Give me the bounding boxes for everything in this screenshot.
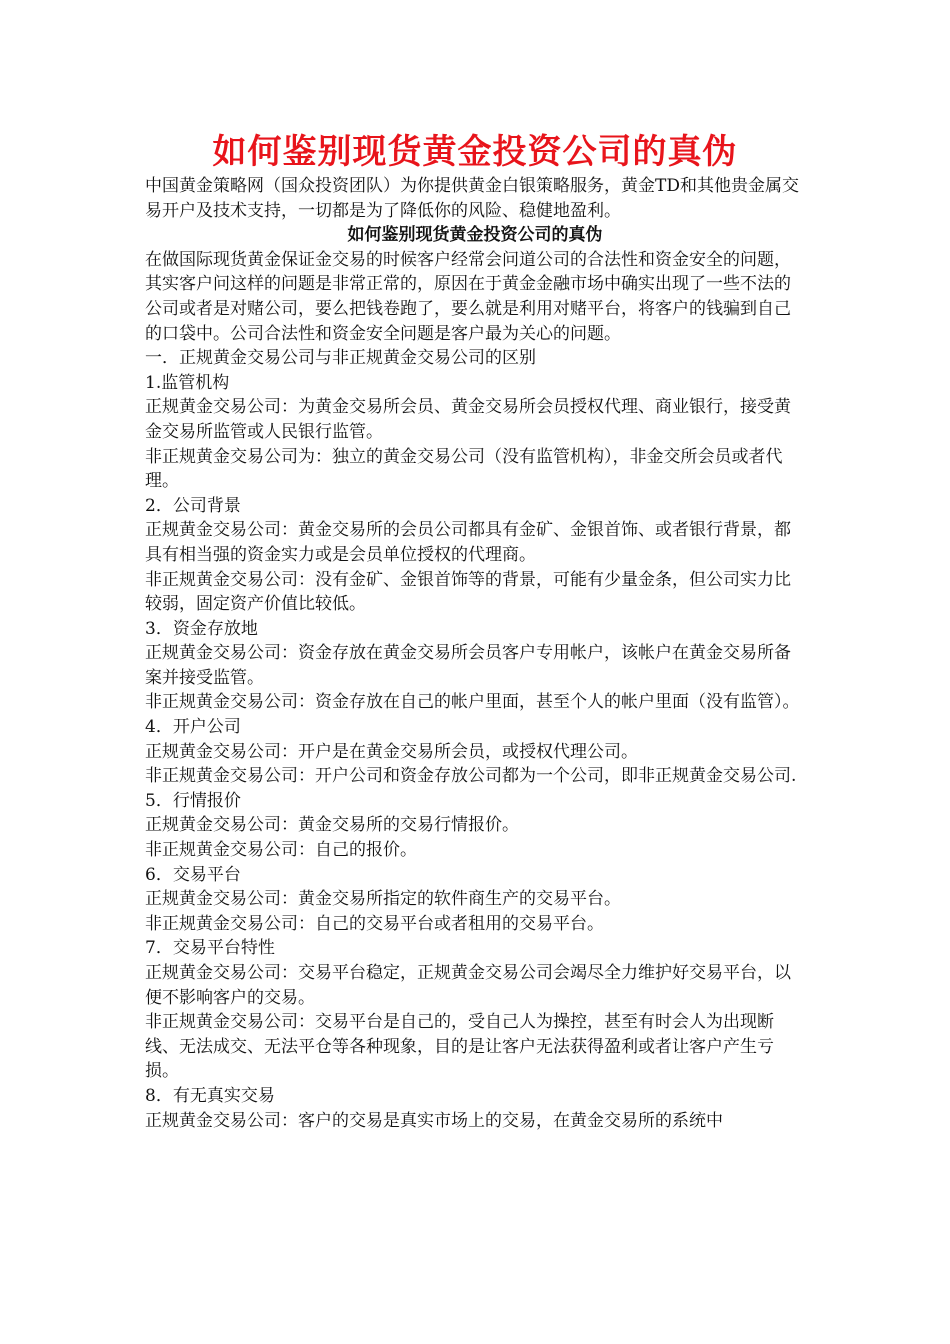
- item-heading: 1.监管机构: [145, 372, 230, 393]
- document-title: 如何鉴别现货黄金投资公司的真伪: [212, 132, 738, 172]
- item-heading: 4．开户公司: [145, 717, 241, 738]
- document-subtitle: 如何鉴别现货黄金投资公司的真伪: [347, 225, 603, 246]
- formal-paragraph: 正规黄金交易公司：资金存放在黄金交易所会员客户专用帐户，该帐户在黄金交易所备案并接受监管。: [145, 643, 791, 688]
- informal-paragraph: 非正规黄金交易公司：自己的报价。: [145, 840, 417, 861]
- formal-paragraph: 正规黄金交易公司：为黄金交易所会员、黄金交易所会员授权代理、商业银行，接受黄金交易所监管或人民银行监管。: [145, 397, 791, 442]
- item-heading: 2．公司背景: [145, 495, 241, 516]
- item-heading: 3．资金存放地: [145, 618, 258, 639]
- informal-paragraph: 非正规黄金交易公司：没有金矿、金银首饰等的背景，可能有少量金条，但公司实力比较弱，固定资产价值比较低。: [145, 569, 791, 615]
- informal-paragraph: 非正规黄金交易公司：开户公司和资金存放公司都为一个公司，即非正规黄金交易公司.: [145, 766, 797, 787]
- opening-paragraph: 在做国际现货黄金保证金交易的时候客户经常会问道公司的合法性和资金安全的问题，其实客户问这样的问题是非常正常的，原因在于黄金金融市场中确实出现了一些不法的公司或者是对赌公司，要么把钱卷跑了，要么就是利用对赌平台，将客户的钱骗到自己的口袋中。公司合法性和资金安全问题是客户最为关心的问题。: [145, 249, 791, 344]
- formal-paragraph: 正规黄金交易公司：交易平台稳定，正规黄金交易公司会竭尽全力维护好交易平台，以便不影响客户的交易。: [145, 963, 791, 1008]
- formal-paragraph: 正规黄金交易公司：黄金交易所指定的软件商生产的交易平台。: [145, 889, 621, 910]
- informal-paragraph: 非正规黄金交易公司：资金存放在自己的帐户里面，甚至个人的帐户里面（没有监管）。: [145, 692, 800, 713]
- document-body: [145, 174, 805, 1133]
- informal-paragraph: 非正规黄金交易公司为：独立的黄金交易公司（没有监管机构），非金交所会员或者代理。: [145, 446, 783, 492]
- intro-paragraph: 中国黄金策略网（国众投资团队）为你提供黄金白银策略服务，黄金TD和其他贵金属交易开户及技术支持，一切都是为了降低你的风险、稳健地盈利。: [145, 176, 799, 221]
- formal-paragraph: 正规黄金交易公司：客户的交易是真实市场上的交易，在黄金交易所的系统中: [145, 1110, 723, 1131]
- formal-paragraph: 正规黄金交易公司：黄金交易所的会员公司都具有金矿、金银首饰、或者银行背景，都具有相当强的资金实力或是会员单位授权的代理商。: [145, 520, 791, 565]
- item-heading: 5．行情报价: [145, 790, 241, 811]
- item-heading: 6．交易平台: [145, 864, 241, 885]
- item-heading: 8．有无真实交易: [145, 1085, 275, 1106]
- section-heading: 一．正规黄金交易公司与非正规黄金交易公司的区别: [145, 348, 536, 369]
- informal-paragraph: 非正规黄金交易公司：交易平台是自己的，受自己人为操控，甚至有时会人为出现断线、无法成交、无法平仓等各种现象，目的是让客户无法获得盈利或者让客户产生亏损。: [145, 1012, 774, 1082]
- item-heading: 7．交易平台特性: [145, 938, 275, 959]
- formal-paragraph: 正规黄金交易公司：黄金交易所的交易行情报价。: [145, 815, 519, 836]
- formal-paragraph: 正规黄金交易公司：开户是在黄金交易所会员，或授权代理公司。: [145, 741, 638, 762]
- informal-paragraph: 非正规黄金交易公司：自己的交易平台或者租用的交易平台。: [145, 913, 604, 934]
